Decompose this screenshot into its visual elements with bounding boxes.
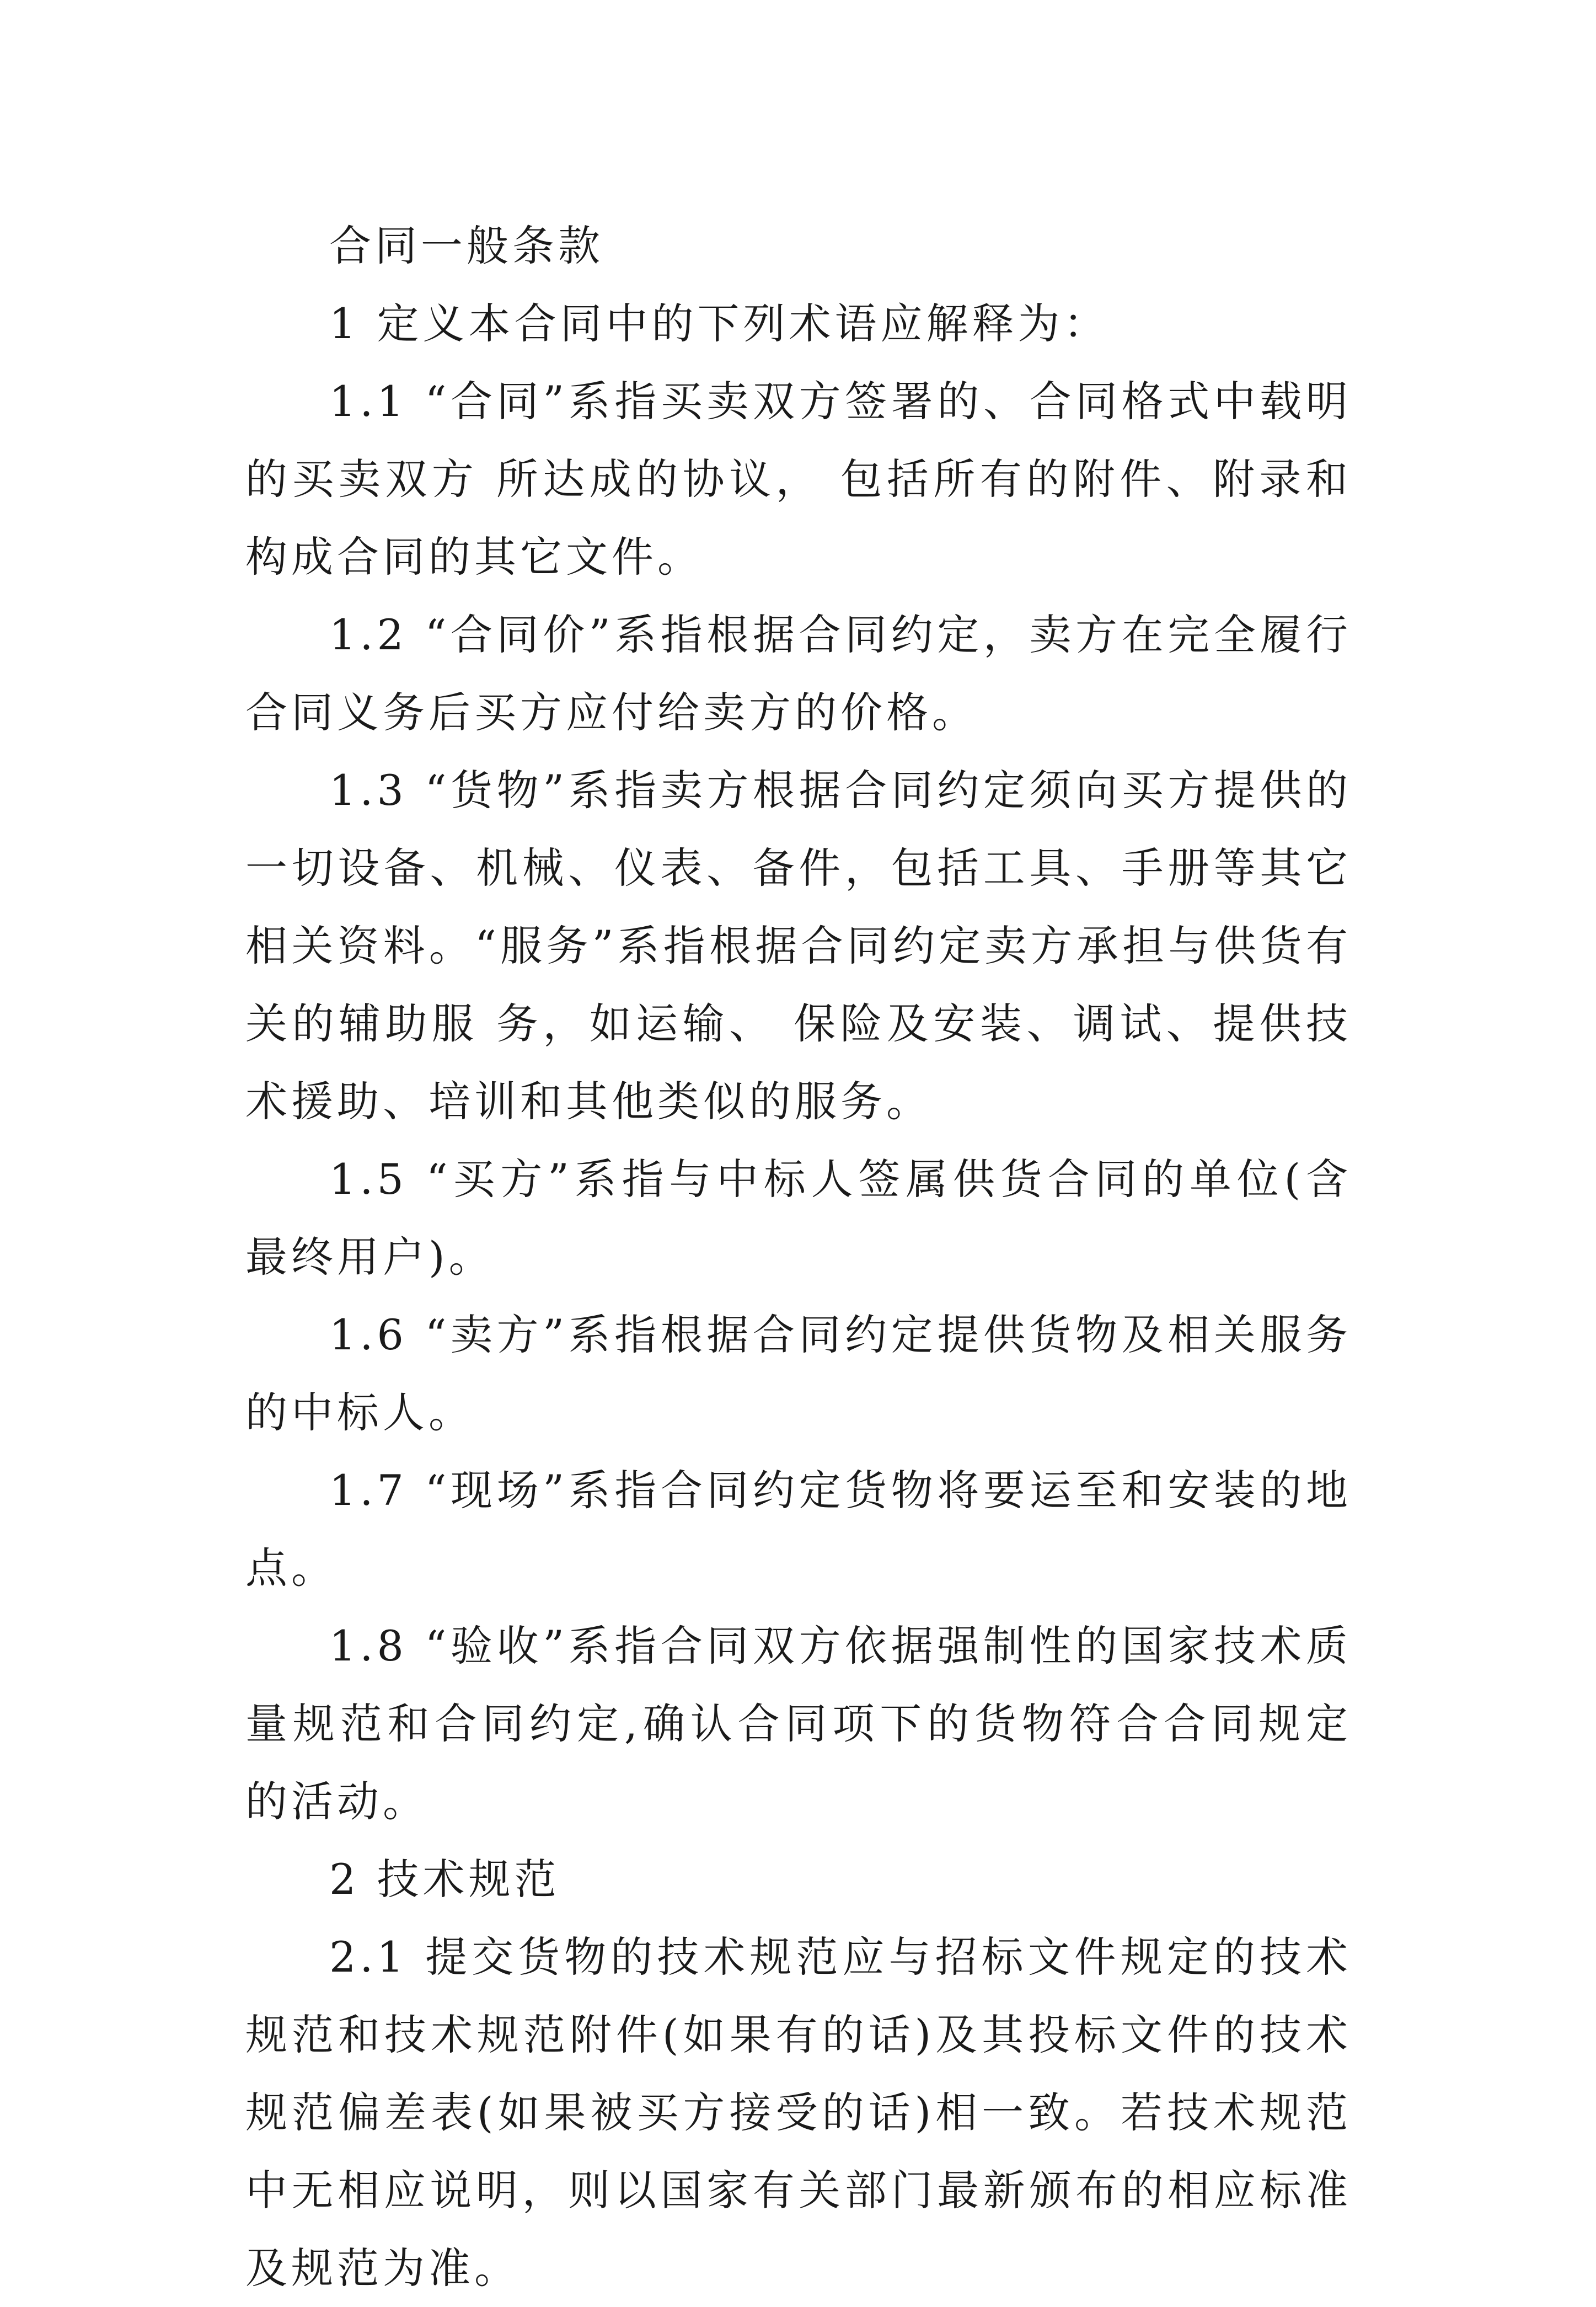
clause-2-1: 2.1 提交货物的技术规范应与招标文件规定的技术规范和技术规范附件(如果有的话)及其投标文件的技术规范偏差表(如果被买方接受的话)相一致。若技术规范中无相应说明，则以国家有关部门最新颁布的相应标准及规范为准。 — [245, 1932, 1352, 2293]
document-body — [245, 207, 1352, 2307]
clause-1-1: 1.1 “合同”系指买卖双方签署的、合同格式中载明的买卖双方 所达成的协议， 包括所有的附件、附录和构成合同的其它文件。 — [245, 377, 1352, 581]
clause-1-8: 1.8 “验收”系指合同双方依据强制性的国家技术质量规范和合同约定,确认合同项下的货物符合合同规定的活动。 — [245, 1621, 1352, 1826]
document-title: 合同一般条款 — [329, 221, 604, 270]
clause-1-5: 1.5 “买方”系指与中标人签属供货合同的单位(含最终用户)。 — [245, 1155, 1352, 1281]
clause-1: 1 定义本合同中的下列术语应解释为： — [329, 299, 1110, 348]
clause-1-2: 1.2 “合同价”系指根据合同约定，卖方在完全履行合同义务后买方应付给卖方的价格。 — [245, 610, 1352, 737]
clause-2: 2 技术规范 — [329, 1855, 560, 1904]
clause-1-6: 1.6 “卖方”系指根据合同约定提供货物及相关服务的中标人。 — [245, 1310, 1352, 1437]
clause-1-3: 1.3 “货物”系指卖方根据合同约定须向买方提供的一切设备、机械、仪表、备件，包括工具、手册等其它相关资料。“服务”系指根据合同约定卖方承担与供货有关的辅助服 务，如运输、 保险及安装、调试、提供技术援助、培训和其他类似的服务。 — [245, 766, 1352, 1126]
clause-1-7: 1.7 “现场”系指合同约定货物将要运至和安装的地点。 — [245, 1466, 1352, 1593]
